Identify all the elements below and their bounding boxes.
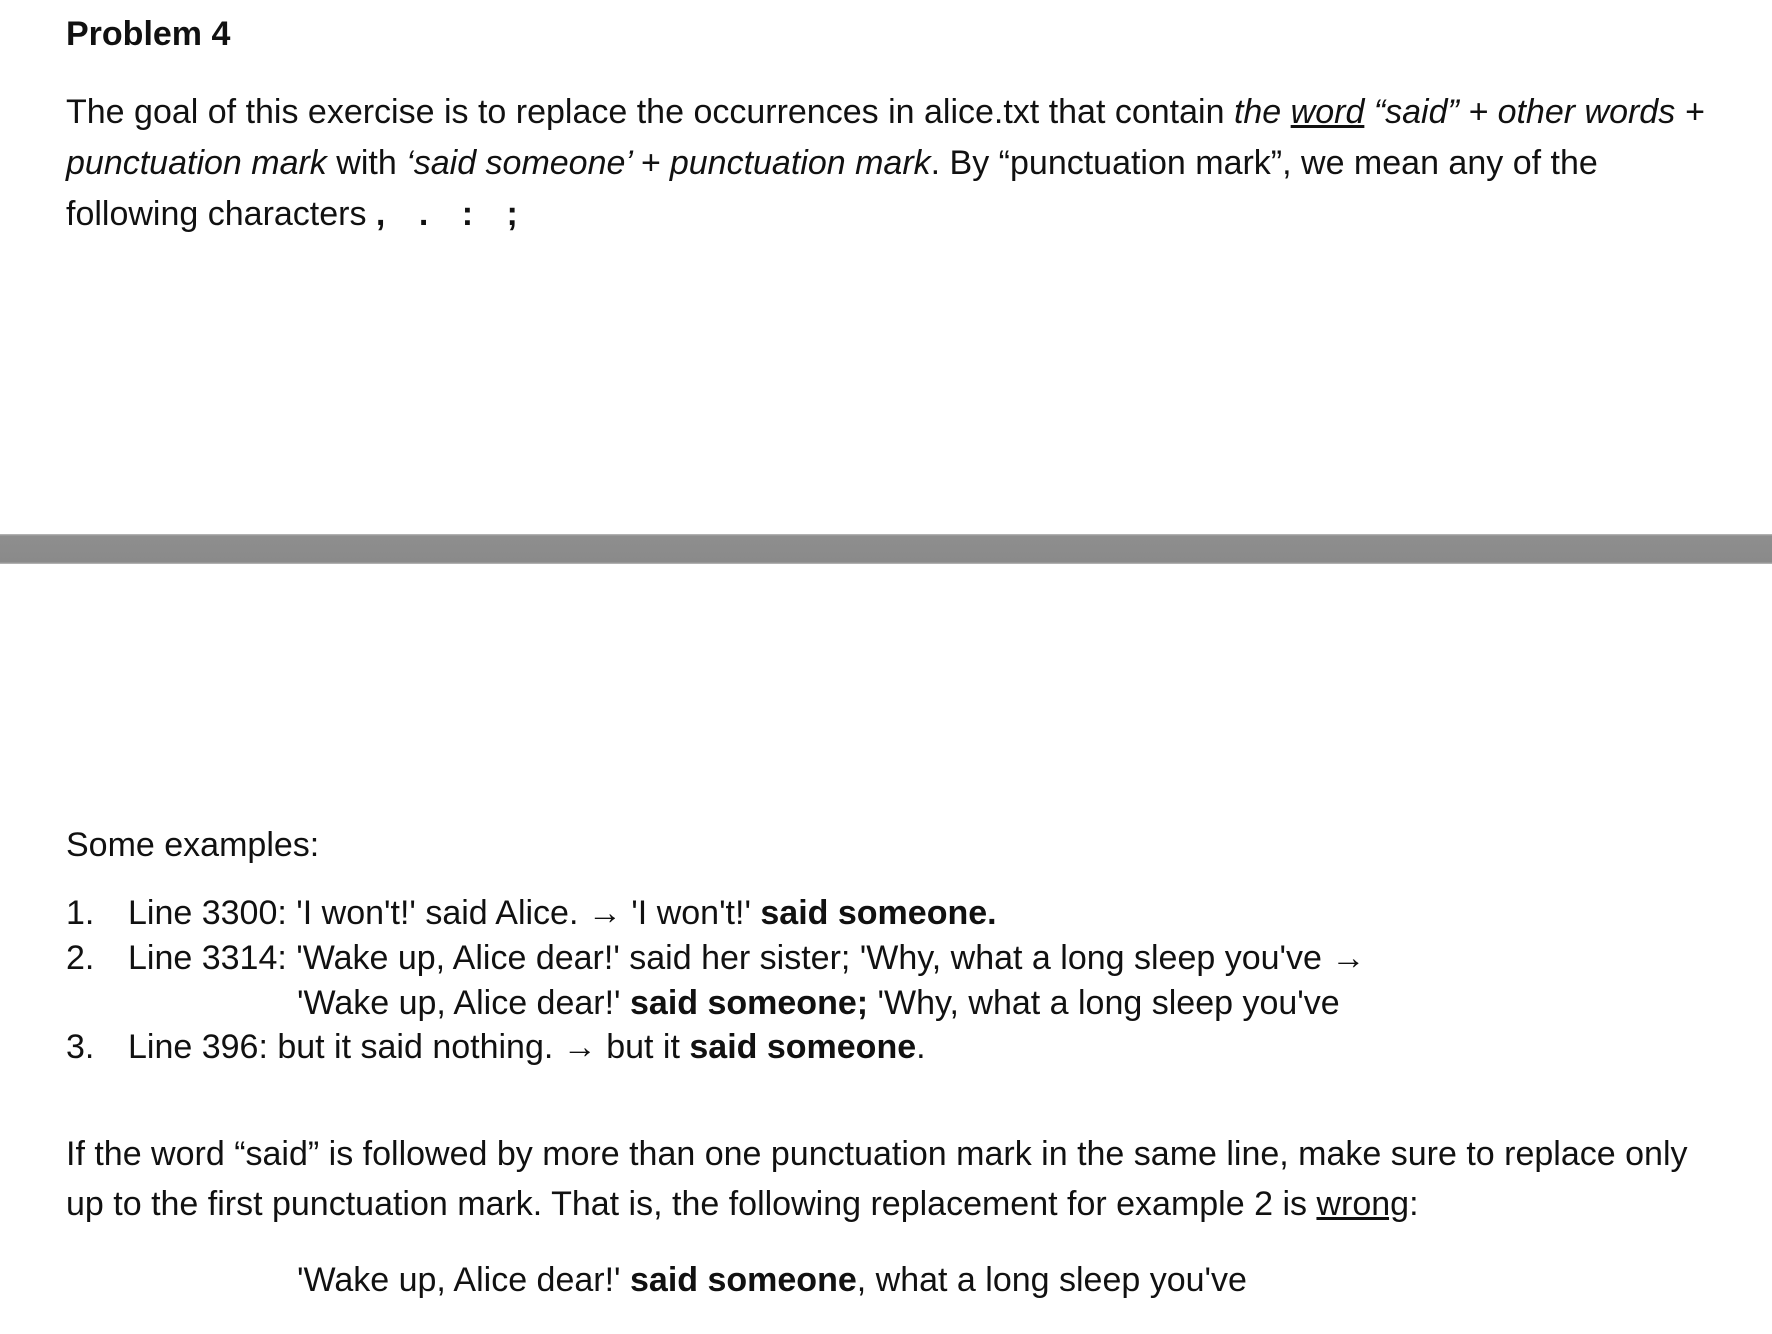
wrong-example-text: 'Wake up, Alice dear!'	[297, 1261, 630, 1299]
example-replacement: said someone.	[760, 894, 997, 932]
page-separator	[0, 530, 1772, 570]
example-text: Line 396: but it said nothing. → but it	[128, 1028, 690, 1066]
example-replacement: said someone	[689, 1028, 917, 1066]
replacement-note	[66, 1129, 1706, 1229]
examples-heading: Some examples:	[66, 826, 320, 864]
said-phrase: “said” + other words + punctuation mark	[66, 93, 1705, 182]
problem-description	[66, 87, 1726, 240]
example-text: Line 3300: 'I won't!' said Alice. → 'I won't!'	[128, 894, 761, 932]
description-text: The goal of this exercise is to replace the occurrences in alice.txt that contain	[66, 93, 1234, 131]
page-top	[0, 0, 1772, 530]
example-number: 2.	[66, 939, 95, 977]
note-text: If the word “said” is followed by more than one punctuation mark in the same line, make sure to replace only up to the first punctuation mark. That is, the following replacement for example 2 is	[66, 1135, 1688, 1223]
replacement-phrase: ‘said someone’ + punctuation mark	[406, 144, 931, 182]
wrong-example	[297, 1255, 1247, 1305]
example-item-3	[66, 1022, 926, 1072]
wrong-example-replacement: said someone	[630, 1261, 857, 1299]
example-number: 3.	[66, 1028, 95, 1066]
example-item-2	[66, 933, 1365, 983]
description-text-2: . By “punctuation mark”, we mean any of the following characters	[66, 144, 1598, 233]
underlined-word: word	[1290, 93, 1365, 131]
example-item-2-continuation	[297, 978, 1340, 1028]
wrong-example-text-after: , what a long sleep you've	[856, 1261, 1247, 1299]
example-number: 1.	[66, 894, 95, 932]
wrong-word: wrong	[1316, 1185, 1410, 1223]
example-item-1	[66, 888, 997, 938]
example-replacement: said someone;	[630, 984, 869, 1022]
problem-title: Problem 4	[66, 15, 231, 53]
page-separator-bar	[0, 534, 1772, 564]
example-text: Line 3314: 'Wake up, Alice dear!' said her sister; 'Why, what a long sleep you've →	[128, 939, 1366, 977]
example-text-after: .	[916, 1028, 926, 1066]
punctuation-characters: , . : ;	[375, 195, 530, 233]
example-text: 'Wake up, Alice dear!'	[297, 984, 630, 1022]
note-colon: :	[1409, 1185, 1419, 1223]
example-text-after: 'Why, what a long sleep you've	[868, 984, 1340, 1022]
emphasis-the: the	[1233, 93, 1282, 131]
page-bottom	[0, 570, 1772, 1334]
with-text: with	[326, 144, 407, 182]
